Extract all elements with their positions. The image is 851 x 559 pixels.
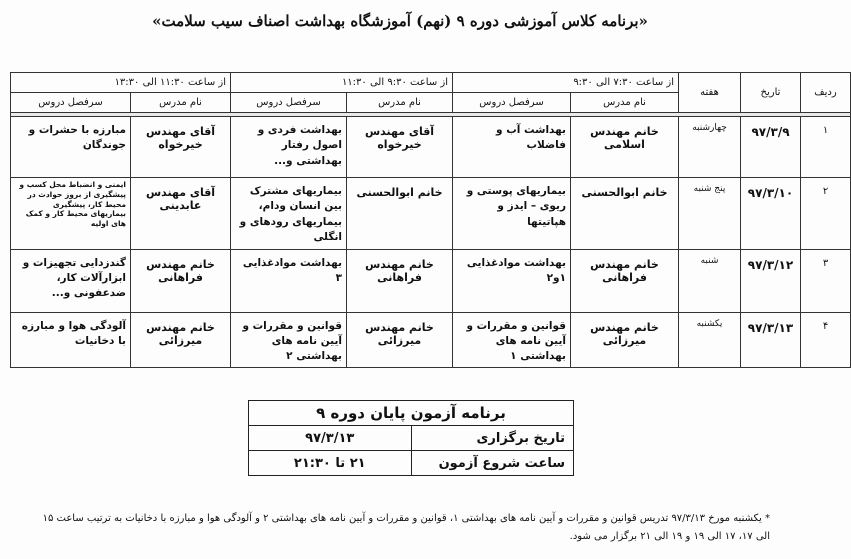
row-weekday: شنبه [679, 249, 741, 312]
schedule-row [11, 249, 851, 312]
row-date: ۹۷/۳/۹ [741, 117, 801, 178]
header-slot-3: از ساعت ۱۱:۳۰ الی ۱۳:۳۰ [11, 73, 231, 93]
row-number: ۳ [801, 249, 851, 312]
schedule-row [11, 178, 851, 249]
slot3-topic: گندزدایی تجهیزات و ابزارآلات کار، ضدعفونی و... [11, 249, 131, 312]
row-weekday: یکشنبه [679, 312, 741, 367]
exam-time-label: ساعت شروع آزمون [411, 451, 574, 476]
exam-date-label: تاریخ برگزاری [411, 426, 574, 451]
row-date: ۹۷/۳/۱۳ [741, 312, 801, 367]
row-date: ۹۷/۳/۱۰ [741, 178, 801, 249]
footnote: * یکشنبه مورخ ۹۷/۳/۱۳ تدریس قوانین و مقررات و آیین نامه های بهداشتی ۱، قوانین و مقررات و آیین نامه های بهداشتی ۲ و آلودگی هوا و مبارزه با دخانیات به ترتیب ساعت ۱۵ الی ۱۷، ۱۷ الی ۱۹ و ۱۹ الی ۲۱ برگزار می شود. [42, 513, 770, 542]
slot2-teacher: خانم مهندس فراهانی [347, 249, 453, 312]
slot1-topic: بهداشت موادغذایی ۱و۲ [453, 249, 571, 312]
header-weekday: هفته [679, 73, 741, 113]
exam-title: برنامه آزمون پایان دوره ۹ [249, 401, 574, 426]
slot1-topic: بهداشت آب و فاضلاب [453, 117, 571, 178]
slot1-teacher: خانم مهندس اسلامی [571, 117, 679, 178]
schedule-row [11, 312, 851, 367]
slot3-teacher: آقای مهندس عابدینی [131, 178, 231, 249]
header-row-1 [11, 73, 851, 93]
slot2-teacher: آقای مهندس خیرخواه [347, 117, 453, 178]
row-number: ۱ [801, 117, 851, 178]
header-topic: سرفصل دروس [453, 92, 571, 112]
slot3-topic: آلودگی هوا و مبارزه با دخانیات [11, 312, 131, 367]
header-teacher: نام مدرس [571, 92, 679, 112]
page-title: «برنامه کلاس آموزشی دوره ۹ (نهم) آموزشگاه بهداشت اصناف سیب سلامت» [152, 12, 648, 30]
slot3-teacher: خانم مهندس میرزائی [131, 312, 231, 367]
header-teacher: نام مدرس [131, 92, 231, 112]
header-topic: سرفصل دروس [11, 92, 131, 112]
slot3-topic: ایمنی و انضباط محل کسب و پیشگیری از بروز حوادث در محیط کار، پیشگیری بیماریهای محیط کار و کمک های اولیه [11, 178, 131, 249]
slot1-topic: قوانین و مقررات و آیین نامه های بهداشتی ۱ [453, 312, 571, 367]
row-number: ۲ [801, 178, 851, 249]
slot2-topic: قوانین و مقررات و آیین نامه های بهداشتی ۲ [231, 312, 347, 367]
slot1-teacher: خانم مهندس فراهانی [571, 249, 679, 312]
exam-time-row [249, 451, 574, 476]
header-topic: سرفصل دروس [231, 92, 347, 112]
slot1-teacher: خانم مهندس میرزائی [571, 312, 679, 367]
class-schedule-table [10, 72, 851, 368]
slot2-teacher: خانم ابوالحسنی [347, 178, 453, 249]
exam-date-row [249, 426, 574, 451]
slot3-teacher: خانم مهندس فراهانی [131, 249, 231, 312]
exam-schedule-table [248, 400, 574, 476]
slot2-teacher: خانم مهندس میرزائی [347, 312, 453, 367]
slot3-topic: مبارزه با حشرات و جوندگان [11, 117, 131, 178]
slot1-teacher: خانم ابوالحسنی [571, 178, 679, 249]
header-row-number: ردیف [801, 73, 851, 113]
header-teacher: نام مدرس [347, 92, 453, 112]
row-number: ۴ [801, 312, 851, 367]
exam-time-value: ۲۱ تا ۲۱:۳۰ [249, 451, 412, 476]
header-slot-1: از ساعت ۷:۳۰ الی ۹:۳۰ [453, 73, 679, 93]
exam-date-value: ۹۷/۳/۱۳ [249, 426, 412, 451]
row-weekday: پنج شنبه [679, 178, 741, 249]
header-date: تاریخ [741, 73, 801, 113]
slot1-topic: بیماریهای پوستی و ریوی – ایدز و هپاتیتها [453, 178, 571, 249]
schedule-row [11, 117, 851, 178]
row-weekday: چهارشنبه [679, 117, 741, 178]
slot2-topic: بیماریهای مشترک بین انسان ودام، بیماریهای رودهای و انگلی [231, 178, 347, 249]
slot2-topic: بهداشت فردی و اصول رفتار بهداشتی و... [231, 117, 347, 178]
slot3-teacher: آقای مهندس خیرخواه [131, 117, 231, 178]
exam-title-row [249, 401, 574, 426]
header-slot-2: از ساعت ۹:۳۰ الی ۱۱:۳۰ [231, 73, 453, 93]
slot2-topic: بهداشت موادغذایی ۳ [231, 249, 347, 312]
row-date: ۹۷/۳/۱۲ [741, 249, 801, 312]
